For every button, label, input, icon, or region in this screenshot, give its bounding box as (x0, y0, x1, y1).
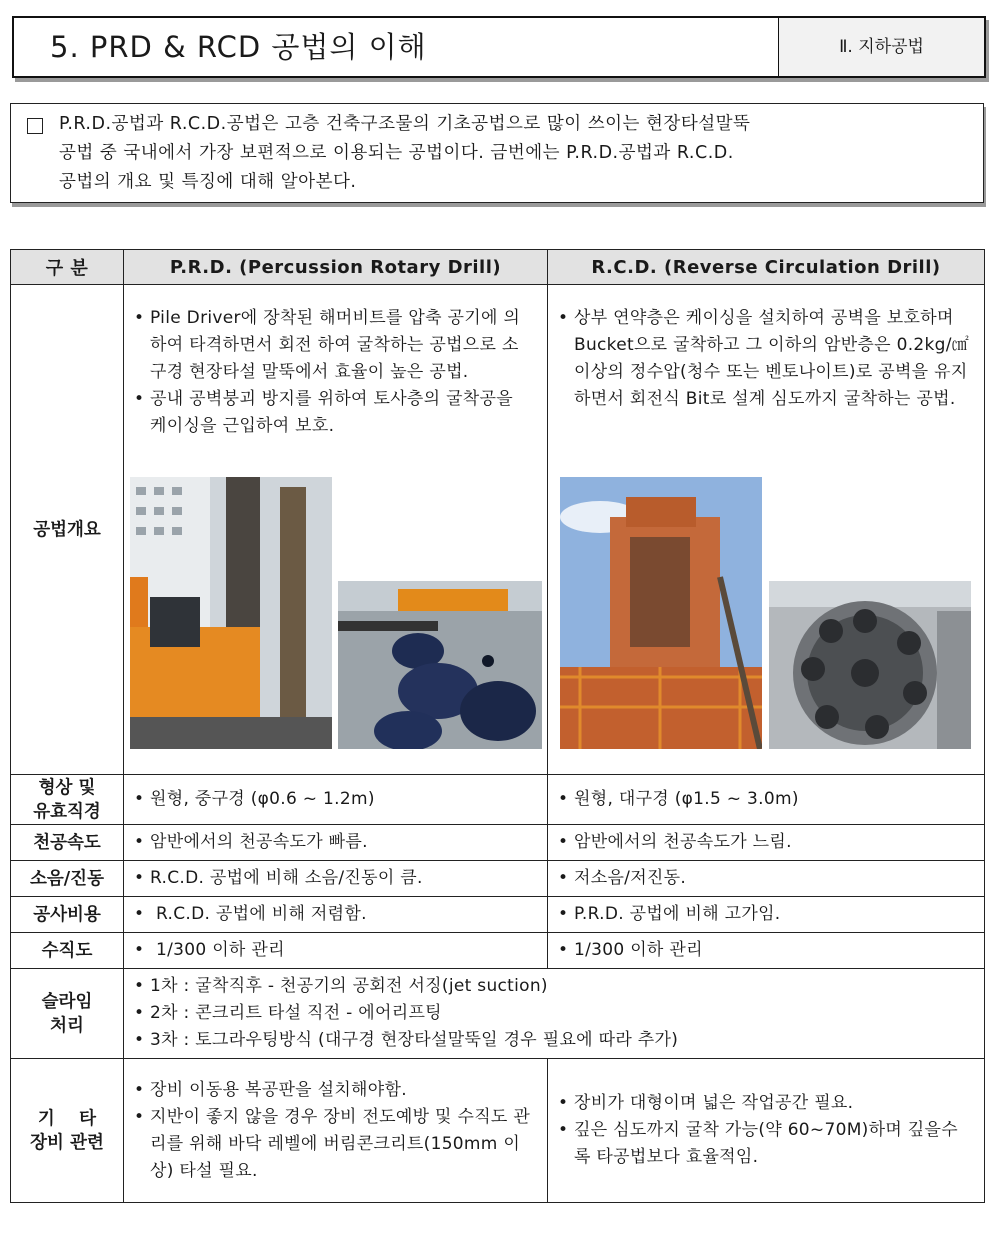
prd-cell: • 암반에서의 천공속도가 빠름. (124, 825, 548, 861)
prd-cell: • 원형, 중구경 (φ0.6 ~ 1.2m) (124, 775, 548, 825)
row-label: 수직도 (11, 933, 124, 969)
table-row (11, 825, 985, 861)
rcd-cell (548, 1059, 985, 1203)
row-label: 소음/진동 (11, 861, 124, 897)
intro-line: P.R.D.공법과 R.C.D.공법은 고층 건축구조물의 기초공법으로 많이 쓰이는 현장타설말뚝 (59, 114, 751, 134)
row-label: 기 타 장비 관련 (11, 1059, 124, 1203)
row-label: 형상 및 유효직경 (11, 775, 124, 825)
row-label: 공사비용 (11, 897, 124, 933)
bullet-item: • 1차 : 굴착직후 - 천공기의 공회전 서징(jet suction) (134, 973, 974, 1000)
bullet-item: • 2차 : 콘크리트 타설 직전 - 에어리프팅 (134, 1000, 974, 1027)
table-row-slime (11, 969, 985, 1059)
prd-cell (124, 1059, 548, 1203)
table-row (11, 861, 985, 897)
intro-text (59, 110, 959, 197)
bullet-item: • 장비가 대형이며 넓은 작업공간 필요. (558, 1090, 968, 1117)
rcd-cell: • 원형, 대구경 (φ1.5 ~ 3.0m) (548, 775, 985, 825)
section-label: Ⅱ. 지하공법 (779, 18, 984, 76)
prd-cell: • 1/300 이하 관리 (124, 933, 548, 969)
rcd-cell: • 저소음/저진동. (548, 861, 985, 897)
rcd-cell: • 암반에서의 천공속도가 느림. (548, 825, 985, 861)
bullet-item: • 3차 : 토그라우팅방식 (대구경 현장타설말뚝일 경우 필요에 따라 추가) (134, 1027, 974, 1054)
rcd-cell: • P.R.D. 공법에 비해 고가임. (548, 897, 985, 933)
bullet-item: • 공내 공벽붕괴 방지를 위하여 토사층의 굴착공을 케이싱을 근입하여 보호. (134, 386, 529, 440)
prd-hammer-bit-photo (338, 581, 542, 749)
table-row (11, 775, 985, 825)
page-title: 5. PRD & RCD 공법의 이해 (50, 30, 427, 64)
rcd-cell: • 1/300 이하 관리 (548, 933, 985, 969)
intro-line: 공법 중 국내에서 가장 보편적으로 이용되는 공법이다. 금번에는 P.R.D.공법과 R.C.D. (59, 143, 734, 163)
prd-cell: • R.C.D. 공법에 비해 저렴함. (124, 897, 548, 933)
prd-overview-cell (124, 285, 548, 775)
prd-cell: • R.C.D. 공법에 비해 소음/진동이 큼. (124, 861, 548, 897)
row-label: 천공속도 (11, 825, 124, 861)
title-box (12, 16, 986, 78)
rcd-overview-cell (548, 285, 985, 775)
rcd-bit-photo (769, 581, 971, 749)
row-label: 슬라임 처리 (11, 969, 124, 1059)
table-row-overview (11, 285, 985, 775)
prd-rig-photo (130, 477, 332, 749)
slime-cell (124, 969, 985, 1059)
bullet-item: • 상부 연약층은 케이싱을 설치하여 공벽을 보호하며 Bucket으로 굴착하고 그 이하의 암반층은 0.2kg/㎠ 이상의 정수압(청수 또는 벤토나이트)로 공벽을 유지하면서 회전식 Bit로 설계 심도까지 굴착하는 공법. (558, 305, 970, 413)
bullet-item: • 깊은 심도까지 굴착 가능(약 60~70M)하며 깊을수록 타공법보다 효율적임. (558, 1117, 968, 1171)
table-row-etc (11, 1059, 985, 1203)
bullet-item: • Pile Driver에 장착된 해머비트를 압축 공기에 의하여 타격하면서 회전 하여 굴착하는 공법으로 소구경 현장타설 말뚝에서 효율이 높은 공법. (134, 305, 529, 386)
comparison-table (10, 249, 985, 1203)
rcd-rig-photo (560, 477, 762, 749)
bullet-item: • 장비 이동용 복공판을 설치해야함. (134, 1077, 531, 1104)
table-row (11, 933, 985, 969)
header-category: 구 분 (11, 250, 124, 285)
checkbox-icon (27, 118, 43, 134)
header-prd: P.R.D. (Percussion Rotary Drill) (124, 250, 548, 285)
intro-box (10, 103, 984, 203)
row-label: 공법개요 (11, 285, 124, 775)
table-header-row (11, 250, 985, 285)
header-rcd: R.C.D. (Reverse Circulation Drill) (548, 250, 985, 285)
intro-line: 공법의 개요 및 특징에 대해 알아본다. (59, 172, 357, 192)
table-row (11, 897, 985, 933)
bullet-item: • 지반이 좋지 않을 경우 장비 전도예방 및 수직도 관리를 위해 바닥 레벨에 버림콘크리트(150mm 이상) 타설 필요. (134, 1104, 531, 1185)
